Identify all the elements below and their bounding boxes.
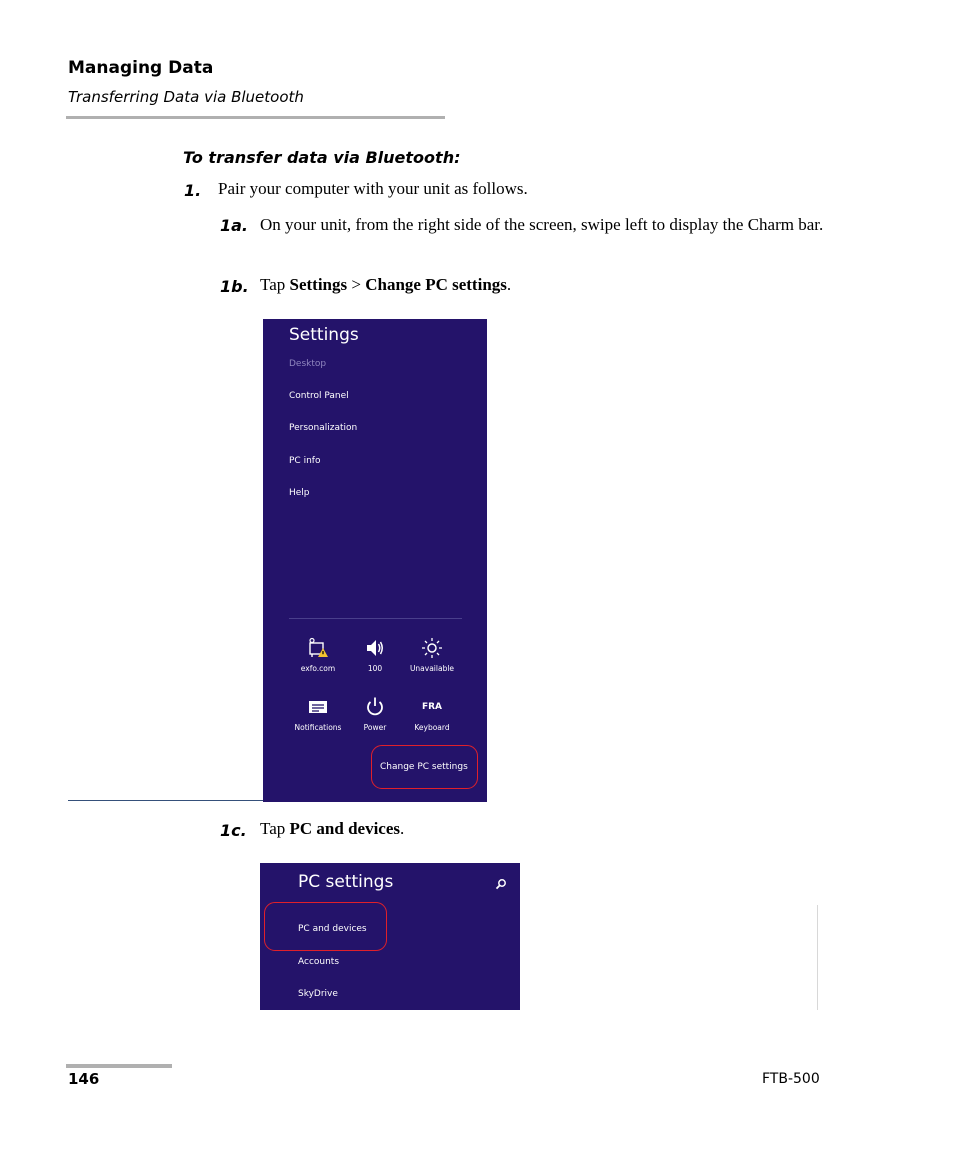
- figure-rule: [68, 800, 264, 801]
- tile-network[interactable]: [288, 637, 348, 673]
- ui-term-pc-and-devices: PC and devices: [289, 819, 400, 838]
- pc-settings-title: PC settings: [298, 872, 394, 892]
- menu-separator: >: [351, 275, 361, 294]
- tap-word: Tap: [260, 275, 286, 294]
- substep-number: 1c.: [220, 821, 247, 840]
- pc-settings-item-skydrive[interactable]: SkyDrive: [298, 989, 338, 999]
- tap-word: Tap: [260, 819, 286, 838]
- tile-volume[interactable]: [345, 637, 405, 673]
- pc-settings-item-pc-and-devices[interactable]: PC and devices: [298, 924, 367, 934]
- tile-label: 100: [367, 664, 383, 673]
- step-number: 1.: [184, 181, 202, 200]
- charm-item-help[interactable]: Help: [289, 488, 310, 498]
- power-icon: [345, 696, 405, 718]
- settings-charm-screenshot: [263, 319, 487, 802]
- tile-label: Unavailable: [409, 664, 455, 673]
- footer-divider: [66, 1064, 172, 1068]
- keyboard-glyph: FRA: [421, 702, 443, 712]
- charm-item-desktop[interactable]: Desktop: [289, 359, 327, 369]
- tile-label: exfo.com: [300, 664, 336, 673]
- ui-term-change-pc-settings: Change PC settings: [365, 275, 507, 294]
- product-name: FTB-500: [762, 1071, 820, 1087]
- period: .: [400, 819, 405, 838]
- network-warning-icon: [288, 637, 348, 659]
- tile-keyboard[interactable]: [402, 696, 462, 732]
- charm-divider: [289, 618, 462, 619]
- keyboard-icon: [402, 696, 462, 718]
- callout-highlight: [371, 745, 478, 789]
- tile-label: Power: [363, 723, 387, 732]
- procedure-title: To transfer data via Bluetooth:: [183, 148, 461, 167]
- step-text: Pair your computer with your unit as follows.: [218, 179, 528, 198]
- page-number: 146: [68, 1070, 100, 1088]
- charm-item-personalization[interactable]: Personalization: [289, 423, 358, 433]
- period: .: [506, 275, 512, 294]
- tile-notifications[interactable]: [288, 696, 348, 732]
- volume-icon: [345, 637, 405, 659]
- tile-power[interactable]: [345, 696, 405, 732]
- charm-title: Settings: [289, 325, 359, 345]
- substep-text: [260, 817, 404, 841]
- charm-item-control-panel[interactable]: Control Panel: [289, 391, 349, 401]
- pc-settings-item-accounts[interactable]: Accounts: [298, 957, 340, 967]
- search-icon[interactable]: [495, 875, 507, 894]
- header-divider: [66, 116, 445, 119]
- charm-item-pc-info[interactable]: PC info: [289, 456, 321, 466]
- notifications-icon: [288, 696, 348, 718]
- substep-number: 1a.: [220, 216, 249, 235]
- callout-highlight: [264, 902, 387, 951]
- chapter-title: Managing Data: [68, 58, 214, 78]
- substep-text: On your unit, from the right side of the screen, swipe left to display the Charm bar.: [260, 215, 824, 234]
- margin-line: [817, 905, 818, 1010]
- tile-brightness[interactable]: [402, 637, 462, 673]
- pc-settings-screenshot: [260, 863, 520, 1010]
- section-title: Transferring Data via Bluetooth: [68, 88, 304, 106]
- brightness-icon: [402, 637, 462, 659]
- change-pc-settings-link[interactable]: Change PC settings: [380, 762, 468, 772]
- tile-label: Keyboard: [414, 723, 450, 732]
- ui-term-settings: Settings: [289, 275, 348, 294]
- tile-label: Notifications: [294, 723, 342, 732]
- substep-number: 1b.: [220, 277, 249, 296]
- substep-text: [260, 273, 511, 297]
